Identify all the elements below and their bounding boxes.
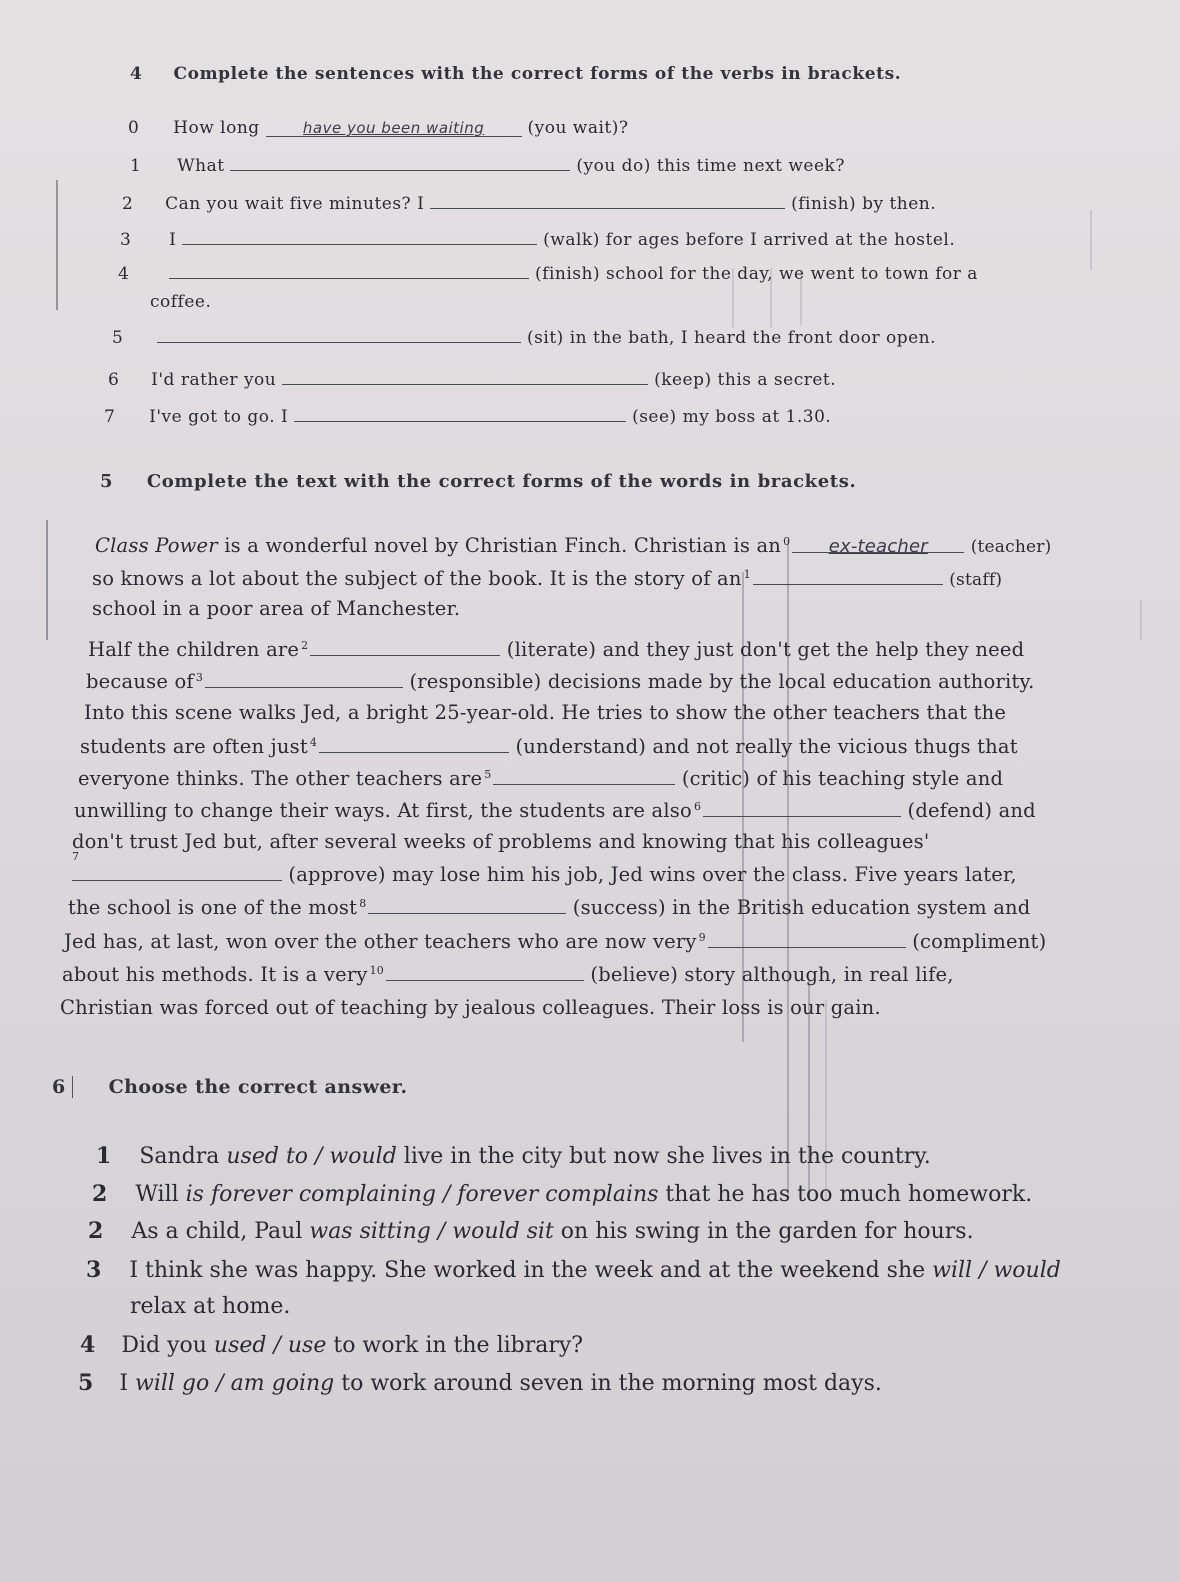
word-prompt: (approve) may lose him his job, Jed wins over the class. Five years later, bbox=[288, 863, 1017, 886]
answer-blank[interactable] bbox=[368, 895, 566, 914]
text-line bbox=[68, 895, 1031, 919]
text-segment: about his methods. It is a very bbox=[62, 963, 368, 986]
exercise-title: Choose the correct answer. bbox=[108, 1076, 408, 1098]
handwritten-answer: have you been waiting bbox=[302, 119, 485, 137]
sentence-text: What bbox=[177, 156, 225, 176]
text-segment: is a wonderful novel by Christian Finch. Christian is an bbox=[224, 534, 782, 557]
item-number: 2 bbox=[88, 1218, 104, 1244]
text-segment: students are often just bbox=[80, 735, 308, 758]
text-segment: so knows a lot about the subject of the book. It is the story of an bbox=[92, 567, 742, 590]
sentence-text: live in the city but now she lives in the country. bbox=[396, 1144, 931, 1169]
answer-choice[interactable]: will go / am going bbox=[135, 1371, 335, 1396]
sentence-text: I bbox=[119, 1371, 135, 1396]
exercise-number: 5 bbox=[100, 471, 114, 492]
gap-number: 0 bbox=[783, 534, 791, 548]
exercise-title: Complete the text with the correct forms of the words in brackets. bbox=[146, 471, 857, 492]
exercise-4-heading bbox=[130, 64, 901, 84]
sentence-text: that he has too much homework. bbox=[658, 1182, 1033, 1207]
word-prompt: (compliment) bbox=[912, 930, 1047, 953]
gap-number: 4 bbox=[309, 735, 318, 749]
sentence-text: Can you wait five minutes? I bbox=[165, 194, 425, 214]
list-item bbox=[120, 226, 955, 250]
paper-edge-left-lower bbox=[46, 520, 48, 640]
verb-prompt: (see) my boss at 1.30. bbox=[632, 407, 832, 427]
sentence-text: I bbox=[169, 230, 177, 250]
exercise-5-heading bbox=[100, 471, 856, 492]
list-item bbox=[92, 1181, 1032, 1207]
text-line bbox=[62, 962, 954, 986]
answer-blank[interactable] bbox=[282, 366, 648, 385]
answer-blank[interactable] bbox=[72, 862, 282, 881]
text-segment: because of bbox=[86, 670, 194, 693]
item-number: 1 bbox=[130, 156, 142, 176]
item-number: 5 bbox=[78, 1370, 94, 1396]
verb-prompt: (you do) this time next week? bbox=[576, 156, 845, 176]
answer-blank[interactable] bbox=[294, 403, 626, 422]
verb-prompt: (you wait)? bbox=[527, 118, 629, 138]
text-line bbox=[64, 929, 1046, 953]
text-segment: unwilling to change their ways. At first, the students are also bbox=[74, 799, 692, 822]
list-item bbox=[130, 152, 845, 176]
sentence-text: Sandra bbox=[139, 1144, 227, 1169]
handwritten-answer: ex-teacher bbox=[828, 536, 928, 557]
word-prompt: (believe) story although, in real life, bbox=[590, 963, 954, 986]
gap-number: 7 bbox=[72, 850, 79, 863]
answer-choice[interactable]: will / would bbox=[932, 1258, 1061, 1283]
sentence-text: I've got to go. I bbox=[149, 407, 289, 427]
answer-blank[interactable] bbox=[157, 324, 521, 343]
word-prompt: (teacher) bbox=[970, 537, 1052, 557]
answer-choice[interactable]: used / use bbox=[213, 1333, 327, 1358]
text-segment: Half the children are bbox=[88, 638, 300, 661]
text-segment: everyone thinks. The other teachers are bbox=[78, 767, 483, 790]
answer-blank[interactable] bbox=[266, 118, 522, 137]
word-prompt: (success) in the British education system and bbox=[572, 896, 1031, 919]
answer-blank[interactable] bbox=[182, 226, 537, 245]
list-item bbox=[108, 366, 836, 390]
exercise-6-heading bbox=[52, 1076, 408, 1098]
item-number: 3 bbox=[86, 1257, 102, 1283]
list-item bbox=[88, 1218, 974, 1244]
gap-number: 9 bbox=[698, 930, 706, 944]
word-prompt: (staff) bbox=[949, 570, 1003, 590]
text-line bbox=[78, 766, 1003, 790]
exercise-title: Complete the sentences with the correct forms of the verbs in brackets. bbox=[173, 64, 902, 84]
verb-prompt: (walk) for ages before I arrived at the hostel. bbox=[543, 230, 956, 250]
answer-choice[interactable]: used to / would bbox=[226, 1144, 397, 1169]
gap-number: 5 bbox=[484, 767, 492, 781]
text-line: Christian was forced out of teaching by jealous colleagues. Their loss is our gain. bbox=[60, 996, 881, 1019]
answer-blank[interactable] bbox=[703, 798, 901, 817]
sentence-text: to work around seven in the morning most days. bbox=[334, 1371, 882, 1396]
list-item bbox=[128, 118, 629, 138]
text-line: school in a poor area of Manchester. bbox=[92, 597, 461, 620]
list-item bbox=[104, 403, 831, 427]
sentence-continuation: coffee. bbox=[150, 292, 212, 312]
text-line bbox=[74, 798, 1036, 822]
fold-line bbox=[1090, 210, 1092, 270]
answer-blank[interactable] bbox=[386, 962, 584, 981]
fold-line bbox=[1140, 600, 1142, 640]
exercise-number: 6 bbox=[52, 1076, 73, 1098]
verb-prompt: (finish) by then. bbox=[791, 194, 937, 214]
verb-prompt: (keep) this a secret. bbox=[654, 370, 837, 390]
item-number: 4 bbox=[80, 1332, 96, 1358]
answer-blank[interactable] bbox=[708, 929, 906, 948]
answer-blank[interactable] bbox=[792, 534, 964, 557]
item-number: 2 bbox=[92, 1181, 108, 1207]
verb-prompt: (finish) school for the day, we went to town for a bbox=[535, 264, 978, 284]
gap-number: 3 bbox=[195, 670, 204, 684]
text-segment: Jed has, at last, won over the other teachers who are now very bbox=[64, 930, 697, 953]
text-line bbox=[95, 534, 1051, 557]
text-segment: the school is one of the most bbox=[68, 896, 358, 919]
gap-number: 6 bbox=[693, 799, 702, 813]
item-number: 4 bbox=[118, 264, 130, 284]
list-item bbox=[78, 1370, 882, 1396]
sentence-text: As a child, Paul bbox=[131, 1219, 310, 1244]
answer-blank[interactable] bbox=[169, 260, 529, 279]
gap-number: 2 bbox=[301, 638, 309, 652]
text-line bbox=[92, 566, 1002, 590]
answer-blank[interactable] bbox=[319, 734, 509, 753]
list-item bbox=[96, 1143, 931, 1169]
sentence-text: to work in the library? bbox=[326, 1333, 584, 1358]
answer-blank[interactable] bbox=[310, 637, 500, 656]
answer-blank[interactable] bbox=[493, 766, 675, 785]
item-number: 7 bbox=[104, 407, 116, 427]
sentence-text: How long bbox=[173, 118, 260, 138]
word-prompt: (understand) and not really the vicious thugs that bbox=[515, 735, 1018, 758]
sentence-text: I'd rather you bbox=[151, 370, 277, 390]
word-prompt: (defend) and bbox=[907, 799, 1036, 822]
word-prompt: (critic) of his teaching style and bbox=[681, 767, 1004, 790]
item-number: 2 bbox=[122, 194, 134, 214]
word-prompt: (literate) and they just don't get the help they need bbox=[506, 638, 1025, 661]
text-line bbox=[72, 862, 1017, 886]
paper-edge-left bbox=[56, 180, 58, 310]
gap-number: 1 bbox=[743, 567, 751, 581]
answer-blank[interactable] bbox=[753, 566, 943, 585]
sentence-continuation: relax at home. bbox=[130, 1294, 291, 1319]
list-item bbox=[112, 324, 936, 348]
list-item bbox=[122, 190, 936, 214]
answer-blank[interactable] bbox=[430, 190, 785, 209]
list-item bbox=[118, 260, 978, 284]
item-number: 5 bbox=[112, 328, 124, 348]
text-line bbox=[86, 669, 1035, 693]
word-prompt: (responsible) decisions made by the local education authority. bbox=[409, 670, 1035, 693]
verb-prompt: (sit) in the bath, I heard the front door open. bbox=[527, 328, 937, 348]
book-title: Class Power bbox=[95, 534, 218, 557]
gap-number: 8 bbox=[359, 896, 367, 910]
item-number: 0 bbox=[128, 118, 140, 138]
answer-choice[interactable]: was sitting / would sit bbox=[309, 1219, 554, 1244]
text-line bbox=[88, 637, 1024, 661]
item-number: 1 bbox=[96, 1143, 112, 1169]
sentence-text: I think she was happy. She worked in the week and at the weekend she bbox=[129, 1258, 933, 1283]
gap-number: 10 bbox=[369, 963, 384, 977]
text-line: Into this scene walks Jed, a bright 25-year-old. He tries to show the other teachers that the bbox=[84, 701, 1007, 724]
item-number: 6 bbox=[108, 370, 120, 390]
exercise-number: 4 bbox=[130, 64, 143, 84]
sentence-text: Will bbox=[135, 1182, 186, 1207]
sentence-text: Did you bbox=[121, 1333, 214, 1358]
item-number: 3 bbox=[120, 230, 132, 250]
text-line bbox=[80, 734, 1018, 758]
text-line: don't trust Jed but, after several weeks of problems and knowing that his colleagues' bbox=[72, 830, 930, 853]
answer-choice[interactable]: is forever complaining / forever complains bbox=[185, 1182, 659, 1207]
list-item bbox=[80, 1332, 583, 1358]
answer-blank[interactable] bbox=[205, 669, 403, 688]
sentence-text: on his swing in the garden for hours. bbox=[553, 1219, 974, 1244]
fold-line bbox=[825, 1000, 827, 1200]
answer-blank[interactable] bbox=[230, 152, 570, 171]
list-item bbox=[86, 1257, 1061, 1283]
